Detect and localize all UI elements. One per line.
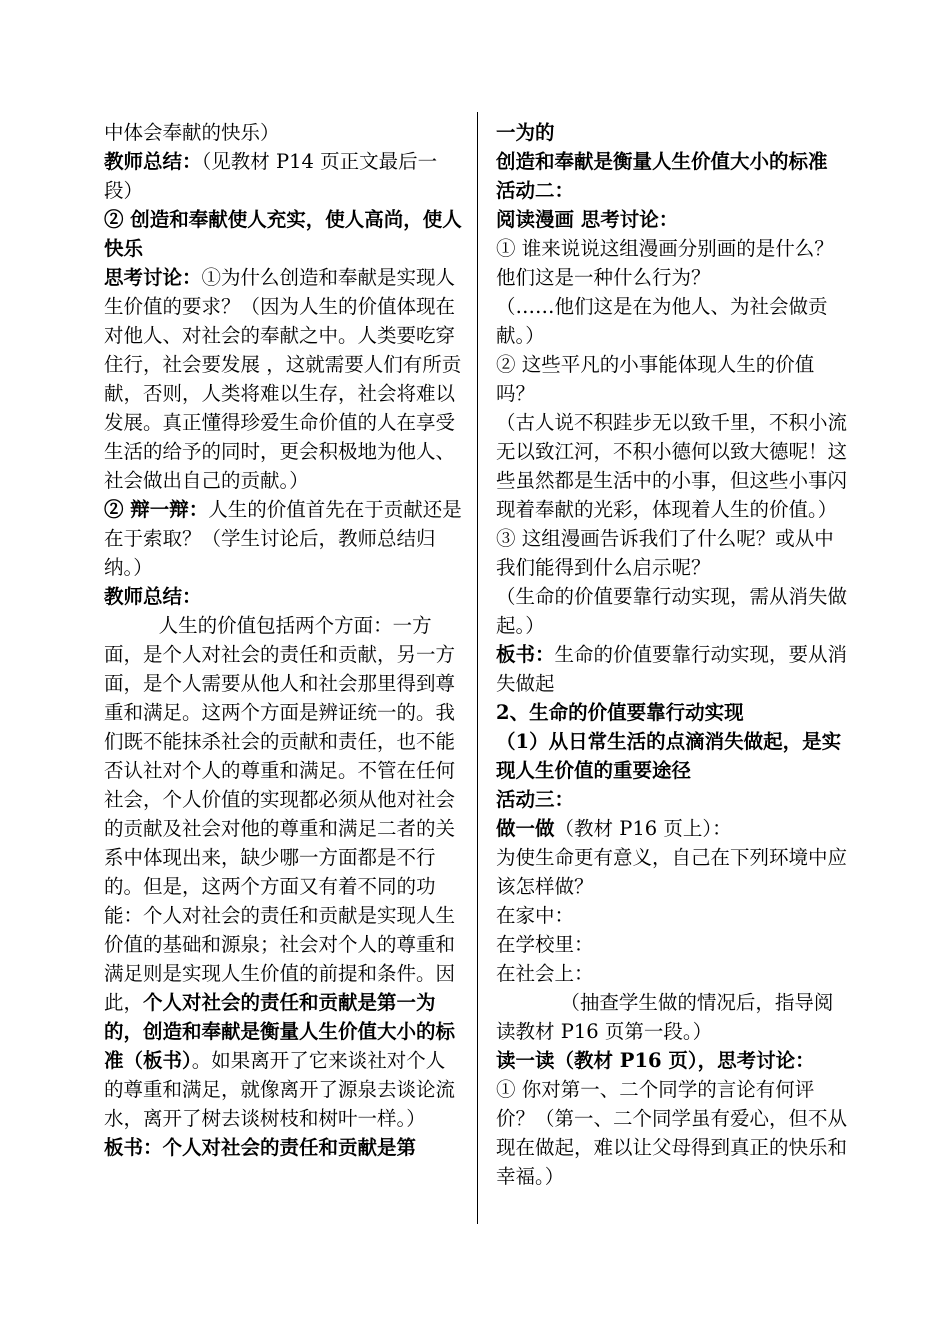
activity-three-heading: 活动三： (496, 788, 575, 811)
board-label: 板书： (496, 643, 555, 666)
do-it-label: 做一做 (496, 817, 555, 840)
board-text: 生命的价值要靠行动实现，要从消失做起 (496, 643, 848, 695)
right-column (496, 118, 852, 1191)
answer-1: （……他们这是在为他人、为社会做贡献。） (496, 295, 828, 347)
left-debate (104, 495, 464, 582)
read-it-heading: 读一读（教材 P16 页），思考讨论： (496, 1049, 815, 1072)
question-1: ① 谁来说说这组漫画分别画的是什么？他们这是一种什么行为？ (496, 237, 834, 289)
in-society: 在社会上： (496, 962, 594, 985)
debate-label: ② 辩一辩： (104, 498, 209, 521)
answer-2: （古人说不积跬步无以致千里，不积小流无以致江河，不积小德何以致大德呢！这些虽然都是生活中的小事，但这些小事闪现着奉献的光彩，体现着人生的价值。） (496, 411, 848, 521)
summary-body-text: 人生的价值包括两个方面：一方面，是个人对社会的责任和贡献，另一方面，是个人需要从他人和社会那里得到尊重和满足。这两个方面是辨证统一的。我们既不能抹杀社会的贡献和责任，也不能否认社对个人的尊重和满足。不管在任何社会，个人价值的实现都必须从他对社会的贡献及社会对他的尊重和满足二者的关系中体现出来，缺少哪一方面都是不行的。但是，这两个方面又有着不同的功能：个人对社会的责任和贡献是实现人生价值的基础和源泉；社会对个人的尊重和满足则是实现人生价值的前提和条件。因此， (104, 614, 456, 1014)
do-it-text: （教材 P16 页上）： (554, 817, 732, 840)
left-summary-body (104, 611, 464, 1133)
column-divider (477, 112, 478, 1224)
right-p1: 一为的 (496, 121, 555, 144)
check-instruction: （抽查学生做的情况后，指导阅读教材 P16 页第一段。） (496, 991, 834, 1043)
debate-text: 人生的价值首先在于贡献还是在于索取？（学生讨论后，教师总结归纳。） (104, 498, 462, 579)
do-it-question: 为使生命更有意义，自己在下列环境中应该怎样做？ (496, 846, 848, 898)
left-board-note: 板书：个人对社会的责任和贡献是第 (104, 1136, 417, 1159)
left-p2 (104, 147, 464, 205)
discussion-label: 思考讨论： (104, 266, 202, 289)
left-heading-creation: ② 创造和奉献使人充实，使人高尚，使人快乐 (104, 208, 462, 260)
left-p1: 中体会奉献的快乐） (104, 121, 280, 144)
activity-two-heading: 活动二： (496, 179, 575, 202)
comic-reading-heading: 阅读漫画 思考讨论： (496, 208, 679, 231)
answer-3: （生命的价值要靠行动实现，需从消失做起。） (496, 585, 848, 637)
summary-body-tail: 。如果离开了它来谈社对个人的尊重和满足，就像离开了源泉去谈论流水，离开了树去谈树枝和树叶一样。） (104, 1049, 456, 1130)
section-2-heading: 2、生命的价值要靠行动实现 (496, 701, 744, 724)
discussion-text: ①为什么创造和奉献是实现人生价值的要求？（因为人生的价值体现在对他人、对社会的奉献之中。人类要吃穿住行，社会要发展 ，这就需要人们有所贡献，否则，人类将难以生存，社会将难以发展。真正懂得珍爱生命价值的人在享受生活的给予的同时，更会积极地为他人、社会做出自己的贡献。） (104, 266, 462, 492)
at-school: 在学校里： (496, 933, 594, 956)
teacher-summary-label: 教师总结： (104, 150, 202, 173)
left-column (104, 118, 464, 1162)
question-3: ③ 这组漫画告诉我们了什么呢？或从中我们能得到什么启示呢？ (496, 527, 834, 579)
left-discussion (104, 263, 464, 495)
summary-body-bold: 个人对社会的责任和贡献是第一为的，创造和奉献是衡量人生价值大小的标准（板书） (104, 991, 456, 1072)
at-home: 在家中： (496, 904, 575, 927)
read-it-question: ① 你对第一、二个同学的言论有何评价？（第一、二个同学虽有爱心，但不从现在做起，难以让父母得到真正的快乐和幸福。） (496, 1078, 848, 1188)
left-teacher-summary-heading: 教师总结： (104, 585, 202, 608)
right-p2: 创造和奉献是衡量人生价值大小的标准 (496, 150, 828, 173)
teacher-summary-text: （见教材 P14 页正文最后一段） (104, 150, 438, 202)
subsection-1-heading: （1）从日常生活的点滴消失做起，是实现人生价值的重要途径 (496, 730, 842, 782)
question-2: ② 这些平凡的小事能体现人生的价值吗？ (496, 353, 815, 405)
right-board-note (496, 640, 852, 698)
do-it-line (496, 814, 852, 843)
